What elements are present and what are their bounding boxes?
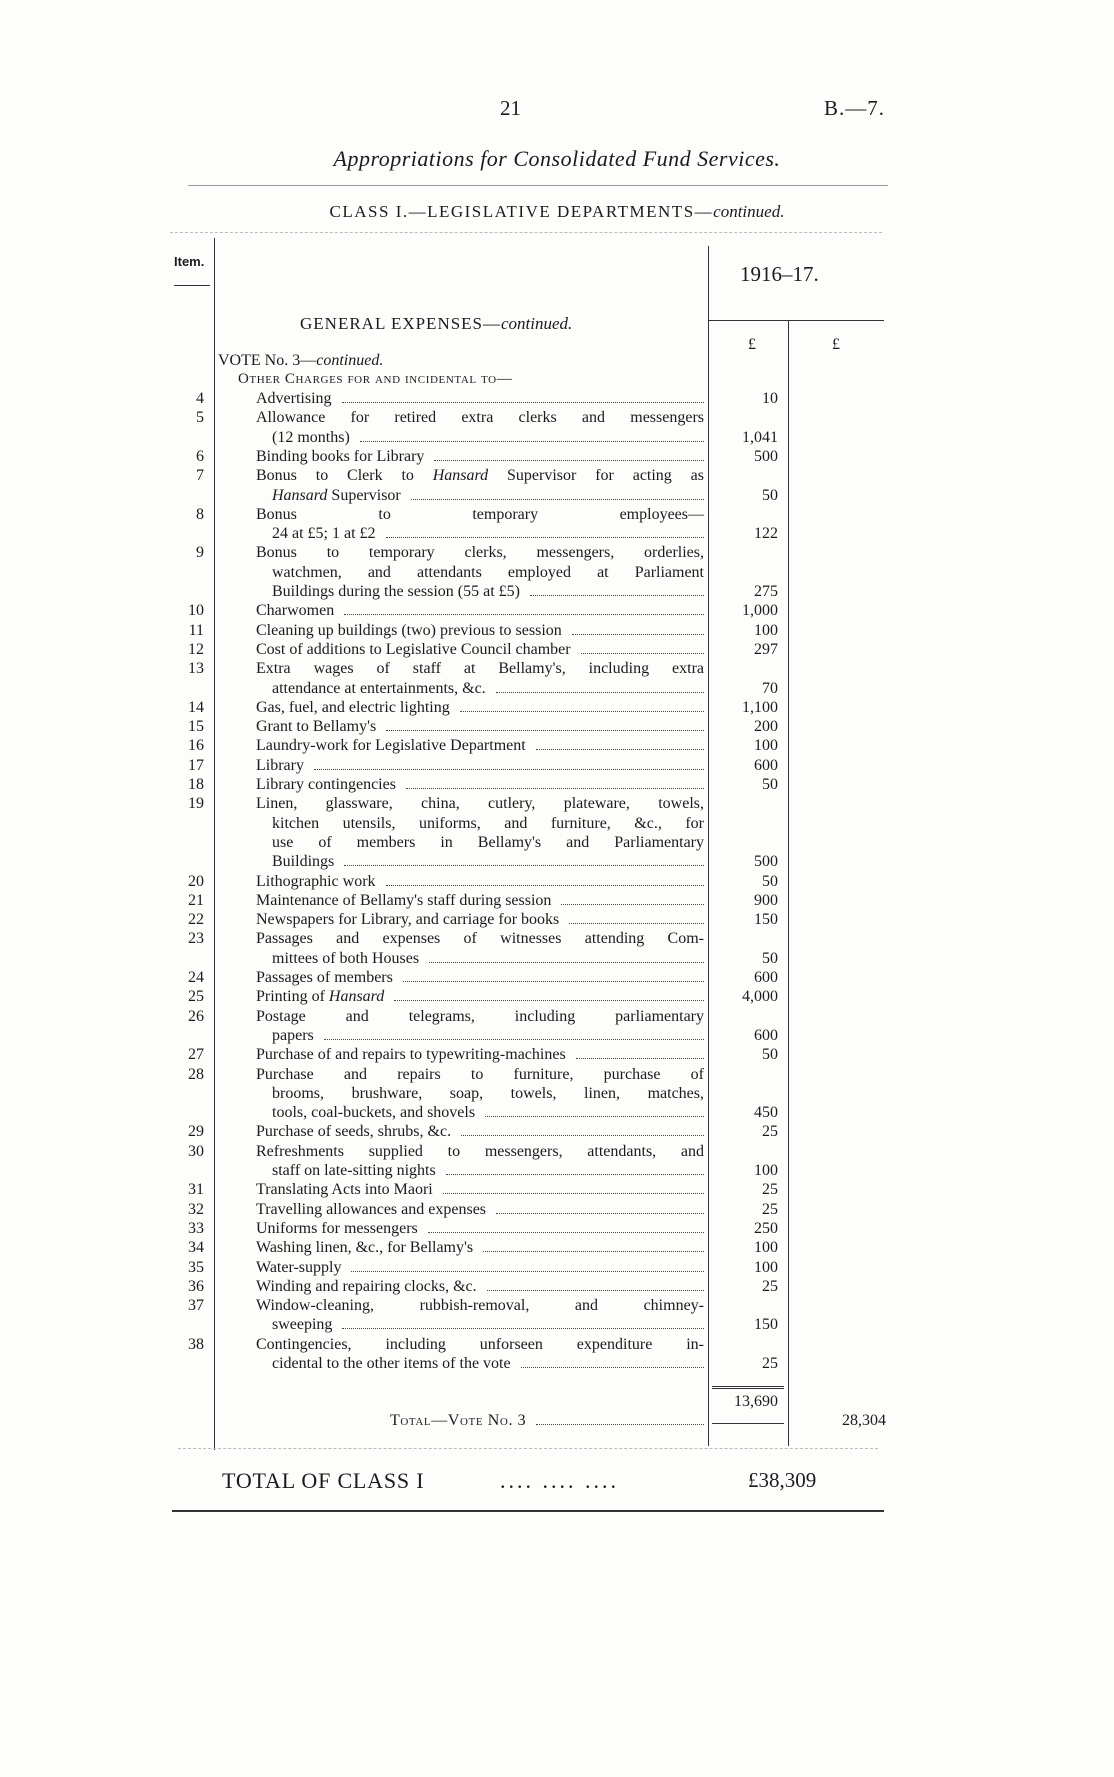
item-number: 31 xyxy=(188,1181,204,1199)
leader-dots xyxy=(581,653,704,654)
item-description-text: 24 at £5; 1 at £2 xyxy=(272,525,376,543)
total-class-leader-dots: .... .... .... xyxy=(500,1468,619,1493)
item-number: 11 xyxy=(188,621,204,639)
leader-dots xyxy=(406,788,704,789)
item-number: 38 xyxy=(188,1335,204,1353)
item-amount: 122 xyxy=(754,525,778,543)
item-description-line: kitchen utensils, uniforms, and furniture, &c., for xyxy=(272,814,704,832)
item-description-text: papers xyxy=(272,1026,314,1044)
item-description-line: Refreshments supplied to messengers, attendants, and xyxy=(256,1142,704,1160)
item-amount: 500 xyxy=(754,853,778,871)
subtotal-under-rule xyxy=(712,1423,784,1424)
item-amount: 50 xyxy=(762,1046,778,1064)
leader-dots xyxy=(576,1058,704,1059)
item-description-text: Washing linen, &c., for Bellamy's xyxy=(256,1239,474,1257)
class-heading xyxy=(0,202,1114,222)
amount-column-left-divider xyxy=(708,246,709,1446)
item-description-line xyxy=(256,911,704,929)
item-description-line: Allowance for retired extra clerks and messengers xyxy=(256,409,704,427)
item-description-text: Purchase of and repairs to typewriting-machines xyxy=(256,1046,566,1064)
item-description-text: Printing of Hansard xyxy=(256,988,385,1006)
item-description-line xyxy=(256,1201,704,1219)
item-description-text: Maintenance of Bellamy's staff during session xyxy=(256,891,552,909)
leader-dots xyxy=(386,885,704,886)
item-description-line xyxy=(256,969,704,987)
item-amount: 1,000 xyxy=(742,602,778,620)
item-amount: 25 xyxy=(762,1277,778,1295)
item-number: 10 xyxy=(188,602,204,620)
item-description-text: Library xyxy=(256,756,304,774)
item-amount: 4,000 xyxy=(742,988,778,1006)
subtotal-amount: 13,690 xyxy=(734,1393,778,1410)
vote-label-suffix: continued. xyxy=(316,352,384,369)
item-description-line xyxy=(256,988,704,1006)
item-column-header: Item. xyxy=(174,254,205,269)
item-description-line xyxy=(256,892,704,910)
item-amount: 50 xyxy=(762,776,778,793)
leader-dots xyxy=(483,1251,704,1252)
total-vote-row xyxy=(390,1412,704,1430)
item-amount: 70 xyxy=(762,679,778,697)
leader-dots xyxy=(344,614,704,615)
leader-dots xyxy=(572,634,704,635)
item-description-line xyxy=(272,1104,704,1122)
item-description-line xyxy=(256,1123,704,1141)
item-amount: 100 xyxy=(754,737,778,755)
item-description-text: Advertising xyxy=(256,390,332,407)
leader-dots xyxy=(561,904,704,905)
item-amount: 200 xyxy=(754,718,778,736)
item-number: 7 xyxy=(196,467,204,485)
item-description-text: Passages of members xyxy=(256,969,393,986)
item-description-text: Hansard Supervisor xyxy=(272,486,401,504)
item-description-line: Passages and expenses of witnesses attending Com- xyxy=(256,930,704,948)
item-number: 19 xyxy=(188,795,204,813)
class-heading-text: CLASS I.—LEGISLATIVE DEPARTMENTS— xyxy=(329,202,714,221)
item-amount: 1,041 xyxy=(742,428,778,446)
item-description-line xyxy=(256,1259,704,1277)
item-number: 16 xyxy=(188,737,204,755)
item-amount: 100 xyxy=(754,1258,778,1276)
item-description-line xyxy=(272,1355,704,1373)
total-class-label: TOTAL OF CLASS I xyxy=(222,1468,425,1493)
item-amount: 450 xyxy=(754,1104,778,1122)
leader-dots xyxy=(443,1193,704,1194)
item-description-line xyxy=(272,583,704,601)
item-description-line xyxy=(272,1027,704,1045)
item-amount: 50 xyxy=(762,486,778,504)
item-header-rule xyxy=(174,285,210,286)
total-separator-rule xyxy=(178,1448,878,1449)
item-amount: 1,100 xyxy=(742,698,778,716)
leader-dots xyxy=(569,923,704,924)
vote-label-text: VOTE No. 3— xyxy=(218,352,317,369)
leader-dots xyxy=(344,865,704,866)
item-amount: 600 xyxy=(754,756,778,774)
leader-dots xyxy=(530,595,704,596)
item-description-line xyxy=(256,1046,704,1064)
item-description-line xyxy=(256,737,704,755)
leader-dots xyxy=(314,769,704,770)
item-amount: 25 xyxy=(762,1123,778,1141)
leader-dots xyxy=(360,441,704,442)
item-description-line xyxy=(256,641,704,659)
currency-symbol-items: £ xyxy=(748,336,756,353)
item-description-line xyxy=(272,680,704,698)
currency-symbol-totals: £ xyxy=(832,336,840,353)
amount-column-mid-divider xyxy=(788,320,789,1446)
item-amount: 600 xyxy=(754,1026,778,1044)
item-description-line xyxy=(272,429,704,447)
page-title: Appropriations for Consolidated Fund Services. xyxy=(333,146,781,171)
document-reference: B.—7. xyxy=(824,96,886,120)
item-number: 30 xyxy=(188,1142,204,1160)
item-description-text: Laundry-work for Legislative Department xyxy=(256,737,526,755)
item-amount: 25 xyxy=(762,1355,778,1372)
item-description-text: Cost of additions to Legislative Council chamber xyxy=(256,640,571,658)
item-description-line xyxy=(256,1220,704,1238)
item-description-line xyxy=(256,1278,704,1296)
item-description-text: Cleaning up buildings (two) previous to session xyxy=(256,621,562,639)
leader-dots xyxy=(487,1290,704,1291)
item-description-line: Bonus to temporary employees— xyxy=(256,505,704,523)
total-class-amount: £38,309 xyxy=(748,1468,817,1492)
leader-dots xyxy=(521,1367,704,1368)
item-description-text: Library contingencies xyxy=(256,776,396,793)
table-top-rule xyxy=(170,232,882,233)
item-description-line xyxy=(256,757,704,775)
item-description-line xyxy=(256,602,704,620)
item-description-text: Gas, fuel, and electric lighting xyxy=(256,698,450,716)
leader-dots xyxy=(403,981,704,982)
item-amount: 100 xyxy=(754,1162,778,1179)
item-description-line xyxy=(272,525,704,543)
item-number: 25 xyxy=(188,988,204,1006)
item-number: 9 xyxy=(196,544,204,562)
item-amount: 50 xyxy=(762,872,778,890)
bottom-rule xyxy=(172,1510,884,1512)
item-number: 36 xyxy=(188,1277,204,1295)
leader-dots xyxy=(446,1174,704,1175)
item-amount: 500 xyxy=(754,447,778,465)
item-number: 18 xyxy=(188,776,204,793)
item-number: 15 xyxy=(188,718,204,736)
leader-dots xyxy=(429,962,704,963)
item-description-line: watchmen, and attendants employed at Parliament xyxy=(272,563,704,581)
item-description-line: Window-cleaning, rubbish-removal, and chimney- xyxy=(256,1297,704,1315)
item-description-text: mittees of both Houses xyxy=(272,949,420,967)
item-description-line xyxy=(272,1316,704,1334)
item-description-text: Charwomen xyxy=(256,602,335,620)
leader-dots xyxy=(351,1271,704,1272)
title-rule xyxy=(188,185,888,186)
item-amount: 250 xyxy=(754,1219,778,1237)
item-description-text: Uniforms for messengers xyxy=(256,1219,418,1237)
section-heading-text: GENERAL EXPENSES— xyxy=(300,314,502,333)
leader-dots xyxy=(536,1424,704,1425)
item-description-text: tools, coal-buckets, and shovels xyxy=(272,1104,476,1122)
year-column-header: 1916–17. xyxy=(740,262,819,286)
item-amount: 297 xyxy=(754,640,778,658)
page-number: 21 xyxy=(500,96,521,120)
leader-dots xyxy=(386,730,704,731)
item-description-line: use of members in Bellamy's and Parliamentary xyxy=(272,833,704,851)
leader-dots xyxy=(428,1232,704,1233)
leader-dots xyxy=(386,537,704,538)
item-description-line xyxy=(256,1181,704,1199)
leader-dots xyxy=(394,1000,704,1001)
item-description-line xyxy=(256,873,704,891)
item-description-line: Extra wages of staff at Bellamy's, including extra xyxy=(256,660,704,678)
leader-dots xyxy=(461,1135,704,1136)
item-number: 20 xyxy=(188,872,204,890)
item-description-line xyxy=(256,390,704,408)
item-number: 12 xyxy=(188,640,204,658)
item-number: 21 xyxy=(188,891,204,909)
item-description-text: Grant to Bellamy's xyxy=(256,718,377,736)
item-number: 23 xyxy=(188,930,204,948)
item-number: 26 xyxy=(188,1007,204,1025)
leader-dots xyxy=(342,402,704,403)
item-description-line: brooms, brushware, soap, towels, linen, matches, xyxy=(272,1084,704,1102)
item-description-text: attendance at entertainments, &c. xyxy=(272,679,486,697)
item-description-line: Purchase and repairs to furniture, purchase of xyxy=(256,1065,704,1083)
item-number: 27 xyxy=(188,1046,204,1064)
item-description-line: Linen, glassware, china, cutlery, plateware, towels, xyxy=(256,795,704,813)
other-charges-heading: Other Charges for and incidental to— xyxy=(238,371,513,387)
item-description-line xyxy=(256,776,704,794)
item-description-text: staff on late-sitting nights xyxy=(272,1162,436,1179)
item-number: 35 xyxy=(188,1258,204,1276)
item-description-line xyxy=(272,950,704,968)
item-description-line xyxy=(272,853,704,871)
item-number: 5 xyxy=(196,409,204,427)
leader-dots xyxy=(536,749,704,750)
item-description-line xyxy=(256,699,704,717)
item-description-line: Contingencies, including unforseen expenditure in- xyxy=(256,1335,704,1353)
item-number: 22 xyxy=(188,911,204,929)
item-description-text: Purchase of seeds, shrubs, &c. xyxy=(256,1123,452,1141)
item-description-line: Postage and telegrams, including parliamentary xyxy=(256,1007,704,1025)
item-number: 32 xyxy=(188,1200,204,1218)
item-amount: 900 xyxy=(754,891,778,909)
item-description-line xyxy=(256,718,704,736)
item-amount: 10 xyxy=(762,390,778,407)
item-amount: 25 xyxy=(762,1200,778,1218)
subtotal-rule xyxy=(712,1386,784,1389)
item-description-text: Travelling allowances and expenses xyxy=(256,1200,487,1218)
item-description-text: Translating Acts into Maori xyxy=(256,1181,433,1199)
item-number: 8 xyxy=(196,505,204,523)
item-number: 17 xyxy=(188,756,204,774)
leader-dots xyxy=(342,1328,704,1329)
item-number: 14 xyxy=(188,698,204,716)
class-heading-suffix: continued. xyxy=(713,202,785,221)
item-description-text: sweeping xyxy=(272,1316,333,1334)
item-number: 29 xyxy=(188,1123,204,1141)
item-amount: 100 xyxy=(754,621,778,639)
vote-label xyxy=(218,352,383,370)
leader-dots xyxy=(485,1116,704,1117)
item-number: 28 xyxy=(188,1065,204,1083)
leader-dots xyxy=(434,460,704,461)
item-description-line: Bonus to Clerk to Hansard Supervisor for acting as xyxy=(256,467,704,485)
item-amount: 50 xyxy=(762,949,778,967)
item-description-text: Winding and repairing clocks, &c. xyxy=(256,1277,477,1295)
item-description-line xyxy=(256,1239,704,1257)
item-description-text: (12 months) xyxy=(272,428,350,446)
item-number: 24 xyxy=(188,969,204,986)
item-amount: 600 xyxy=(754,969,778,986)
item-description-text: Buildings xyxy=(272,853,335,871)
item-number: 34 xyxy=(188,1239,204,1257)
item-amount: 150 xyxy=(754,911,778,929)
section-heading-suffix: continued. xyxy=(501,314,573,333)
item-description-text: Buildings during the session (55 at £5) xyxy=(272,583,520,600)
year-header-rule xyxy=(708,320,884,321)
item-description-line xyxy=(272,487,704,505)
leader-dots xyxy=(496,692,704,693)
item-description-line xyxy=(272,1162,704,1180)
item-description-text: cidental to the other items of the vote xyxy=(272,1355,511,1372)
leader-dots xyxy=(411,499,704,500)
total-vote-label: Total—Vote No. 3 xyxy=(390,1412,527,1429)
item-number: 37 xyxy=(188,1297,204,1315)
item-number: 6 xyxy=(196,447,204,465)
item-number: 33 xyxy=(188,1219,204,1237)
item-amount: 100 xyxy=(754,1239,778,1257)
item-amount: 275 xyxy=(754,583,778,600)
item-description-text: Lithographic work xyxy=(256,872,376,890)
section-heading xyxy=(300,314,572,334)
item-amount: 25 xyxy=(762,1181,778,1199)
item-amount: 150 xyxy=(754,1316,778,1334)
leader-dots xyxy=(496,1213,704,1214)
item-number: 13 xyxy=(188,660,204,678)
leader-dots xyxy=(460,711,704,712)
item-column-divider xyxy=(214,238,215,1450)
leader-dots xyxy=(324,1039,704,1040)
item-description-text: Binding books for Library xyxy=(256,447,425,465)
item-description-text: Water-supply xyxy=(256,1258,342,1276)
item-number: 4 xyxy=(196,390,204,407)
item-description-line: Bonus to temporary clerks, messengers, orderlies, xyxy=(256,544,704,562)
total-vote-amount: 28,304 xyxy=(842,1412,886,1429)
item-description-line xyxy=(256,448,704,466)
item-description-line xyxy=(256,622,704,640)
item-description-text: Newspapers for Library, and carriage for books xyxy=(256,911,560,929)
